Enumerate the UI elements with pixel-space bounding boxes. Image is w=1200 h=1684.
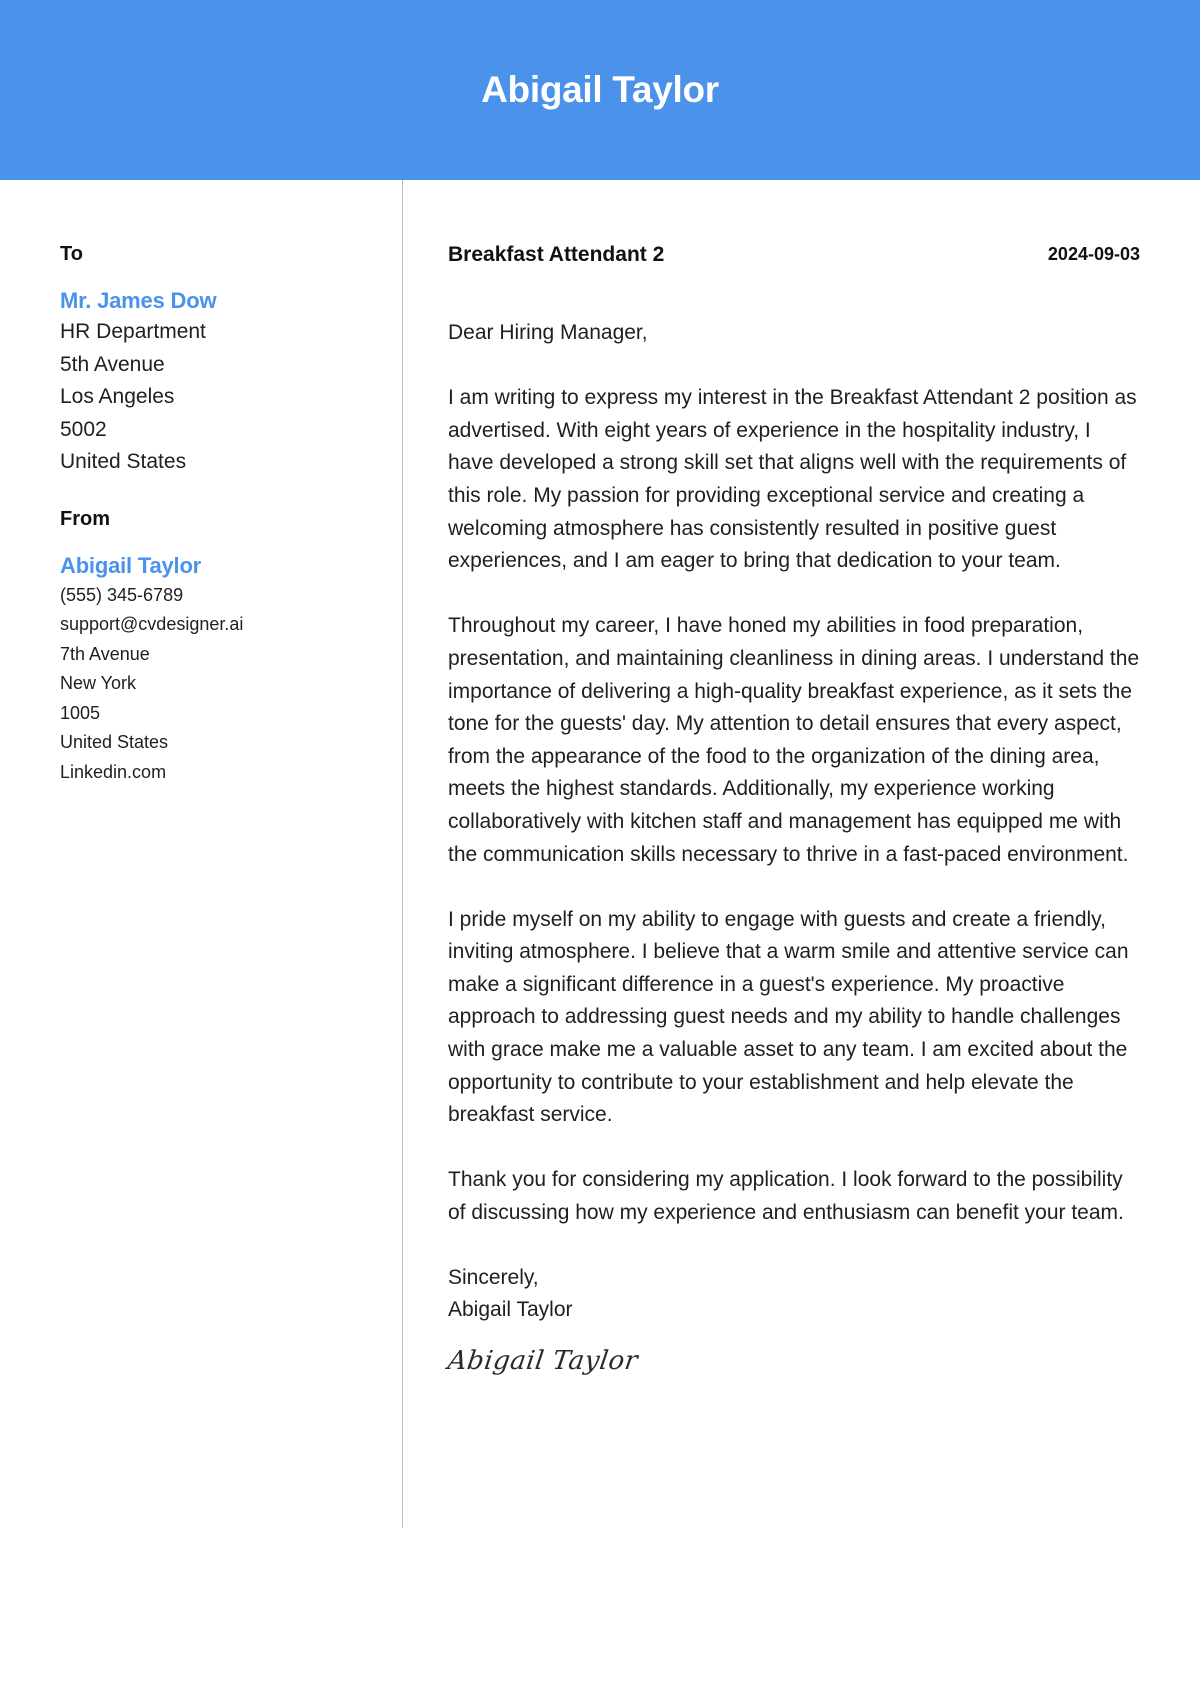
letter-body [448,317,1140,1230]
sender-country: United States [60,732,169,753]
recipient-address [60,316,380,479]
recipient-name: Mr. James Dow [60,288,217,313]
job-title: Breakfast Attendant 2 [448,243,665,266]
body-paragraph-4: Thank you for considering my application. I look forward to the possibility of discussing how my experience and enthusiasm can benefit your team. [448,1168,1124,1225]
page-header [0,0,1200,180]
recipient-department: HR Department [60,320,206,343]
to-label: To [60,243,83,265]
closing-name: Abigail Taylor [448,1297,573,1321]
sender-email: support@cvdesigner.ai [60,614,244,635]
body-paragraph-3: I pride myself on my ability to engage with guests and create a friendly, inviting atmosphere. I believe that a warm smile and attentive service can make a significant difference in a guest's experience. My proactive approach to addressing guest needs and my ability to handle challenges with grace make me a valuable asset to any team. I am excited about the opportunity to contribute to your establishment and help elevate the breakfast service. [448,907,1129,1127]
recipient-street: 5th Avenue [60,352,165,376]
sender-linkedin: Linkedin.com [60,761,167,782]
closing-salutation: Sincerely, [448,1265,539,1289]
recipient-city: Los Angeles [60,385,175,409]
recipient-country: United States [60,450,187,474]
body-paragraph-2: Throughout my career, I have honed my abilities in food preparation, presentation, and maintaining cleanliness in dining areas. I understand the importance of delivering a high-quality breakfast experience, as it sets the tone for the guests' day. My attention to detail ensures that every aspect, from the appearance of the food to the organization of the dining area, meets the highest standards. Additionally, my experience working collaboratively with kitchen staff and management has equipped me with the communication skills necessary to thrive in a fast-paced environment. [448,614,1140,866]
handwritten-signature: Abigail Taylor [445,1345,640,1376]
from-label: From [60,507,110,530]
sender-phone: (555) 345-6789 [60,584,184,605]
sender-city: New York [60,673,137,694]
sender-contact [60,581,380,788]
applicant-name-heading: Abigail Taylor [481,69,719,110]
contact-sidebar [60,240,380,787]
recipient-postal-code: 5002 [60,417,107,441]
letter-header [448,240,1140,270]
closing-block [448,1262,1140,1326]
body-paragraph-1: I am writing to express my interest in the Breakfast Attendant 2 position as advertised. With eight years of experience in the hospitality industry, I have developed a strong skill set that aligns well with the requirements of this role. My passion for providing exceptional service and creating a welcoming atmosphere has consistently resulted in positive guest experiences, and I am eager to bring that dedication to your team. [448,386,1137,573]
letter-date: 2024-09-03 [1047,244,1140,264]
letter-content [445,240,1140,1376]
sender-postal-code: 1005 [60,702,101,723]
column-divider [402,180,403,1528]
greeting: Dear Hiring Manager, [448,321,648,344]
sender-street: 7th Avenue [60,643,150,664]
sender-name: Abigail Taylor [60,552,202,578]
